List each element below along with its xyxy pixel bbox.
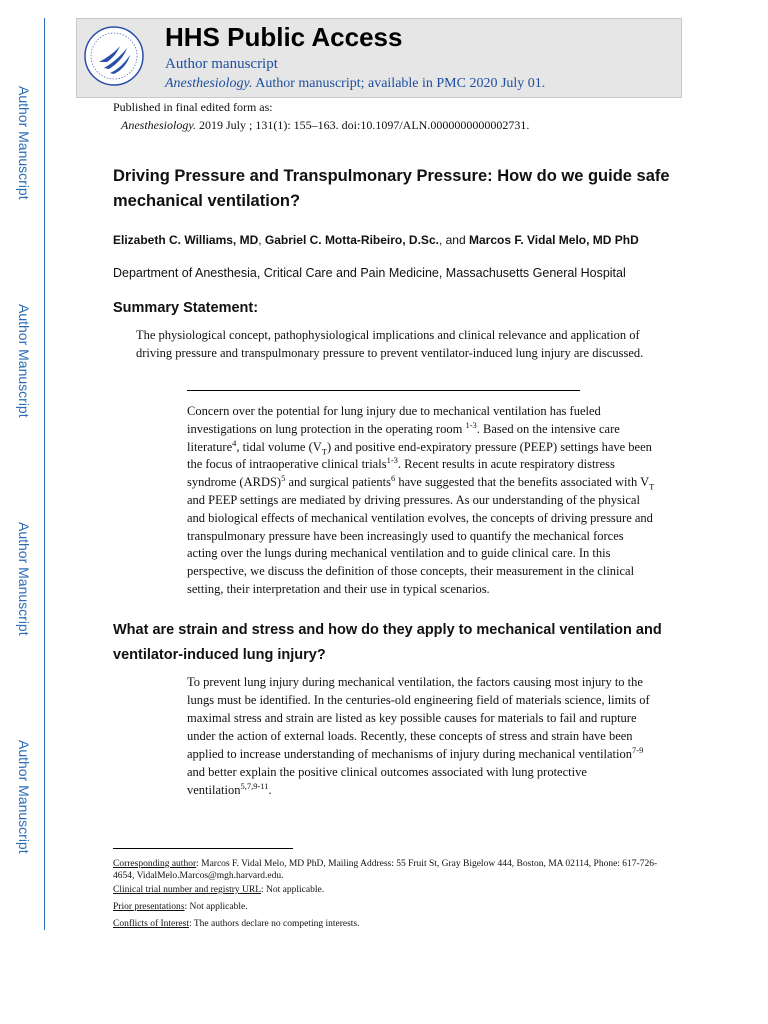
header-title: HHS Public Access (165, 22, 403, 52)
section-divider (187, 390, 580, 391)
citation-ref: 6 (391, 473, 396, 484)
summary-text: The physiological concept, pathophysiological implications and clinical relevance and application of driving pressure and transpulmonary pressure to prevent ventilator-induced lung injury are discussed. (136, 328, 644, 360)
article-title: Driving Pressure and Transpulmonary Pressure: How do we guide safe mechanical ventilation? (113, 167, 670, 210)
journal-name: Anesthesiology. (165, 76, 253, 91)
abstract-paragraph: Concern over the potential for lung injury due to mechanical ventilation has fueled investigations on lung protection in the operating room $^{1-3}$. Based on the intensive care literature$^4$, tidal volume $(V_T)$ and positive end-expiratory pressure (PEEP) settings have been the focus of intraoperative clinical trials$^{1-3}$. Recent results in acute respiratory distress syndrome (ARDS)$^5$ and surgical patients$^6$ have suggested that the benefits associated with $V_T$ and PEEP settings are mediated by driving pressures. As our understanding of the physical and biological effects of mechanical ventilation evolves, the concepts of driving pressure and transpulmonary pressure have been increasingly used to quantify the mechanical forces acting over the lungs during mechanical ventilation and to guide clinical care. In this perspective, we discuss the definition of those concepts, their measurement in the clinical setting, their interpretation and their use in typical scenarios. (187, 404, 655, 596)
hhs-eagle-logo-icon (82, 24, 146, 88)
footnote-divider (113, 848, 293, 849)
footnote-trial (113, 884, 658, 896)
footnote-conflicts (113, 918, 658, 930)
citation-ref: 7-9 (632, 744, 644, 755)
citation-ref: 1-3 (386, 455, 398, 466)
citation-text: 2019 July ; 131(1): 155–163. doi:10.1097/ALN.0000000000002731. (196, 118, 530, 132)
citation-line (121, 118, 529, 133)
section-paragraph: To prevent lung injury during mechanical ventilation, the factors causing most injury to the lungs must be identified. In the centuries-old engineering field of materials science, limits of maximal stress and strain are listed as key possible causes for materials to fail and rupture under the action of external loads. Recently, these concepts of stress and strain have been applied to increase understanding of mechanisms of injury during mechanical ventilation$^{7-9}$ and better explain the positive clinical outcomes associated with lung protective ventilation$^{5,7,9-11}$. (187, 675, 650, 797)
footnote-text: : The authors declare no competing interests. (188, 919, 360, 929)
citation-ref: 4 (232, 437, 237, 448)
footnote-label: Conflicts of Interest (113, 919, 189, 929)
author-separator: , and (438, 233, 469, 247)
footnote-prior (113, 901, 658, 913)
section-heading: What are strain and stress and how do they apply to mechanical ventilation and ventilator-induced lung injury? (113, 622, 662, 663)
citation-ref: 1-3 (465, 419, 477, 430)
summary-heading: Summary Statement: (113, 300, 259, 316)
citation-ref: 5,7,9-11 (240, 780, 269, 791)
footnote-text: : Not applicable. (184, 902, 248, 912)
availability-text: Author manuscript; available in PMC 2020 July 01. (252, 76, 546, 91)
subscript: T (649, 481, 655, 492)
author-name: Gabriel C. Motta-Ribeiro, D.Sc. (264, 233, 439, 247)
manuscript-label: Author manuscript (165, 56, 278, 72)
footnote-label: Corresponding author (113, 859, 197, 869)
footnote-corresponding (113, 858, 658, 882)
availability-line (165, 76, 545, 92)
author-name: Elizabeth C. Williams, MD (113, 233, 259, 247)
author-separator: , (258, 233, 265, 247)
affiliation: Department of Anesthesia, Critical Care and Pain Medicine, Massachusetts General Hospital (113, 266, 626, 280)
citation-ref: 5 (281, 473, 286, 484)
footnote-label: Prior presentations (113, 902, 185, 912)
footnote-text: : Not applicable. (261, 885, 325, 895)
subscript: T (321, 446, 327, 457)
citation-journal: Anesthesiology. (121, 118, 196, 132)
author-name: Marcos F. Vidal Melo, MD PhD (468, 233, 639, 247)
author-list (113, 231, 673, 249)
published-label: Published in final edited form as: (113, 100, 273, 114)
sidebar-divider (44, 18, 45, 930)
footnote-text: : Marcos F. Vidal Melo, MD PhD, Mailing Address: 55 Fruit St, Gray Bigelow 444, Boston, MA 02114, Phone: 617-726-4654, VidalMelo.Marcos@mgh.harvard.edu. (113, 859, 658, 881)
footnote-label: Clinical trial number and registry URL (113, 885, 262, 895)
